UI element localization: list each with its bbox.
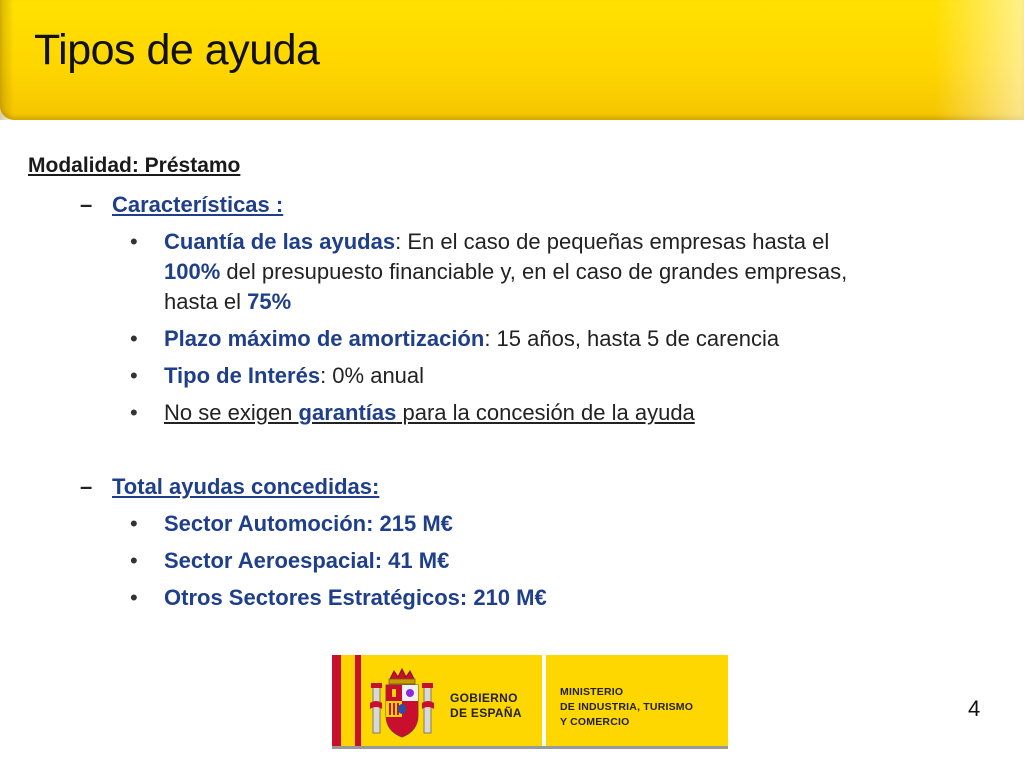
list-item-garantias <box>164 400 695 426</box>
ministerio-line: Y COMERCIO <box>560 716 630 728</box>
slide-title: Tipos de ayuda <box>34 26 320 74</box>
item-text: para la concesión de la ayuda <box>396 400 695 425</box>
item-text: hasta el <box>164 289 248 314</box>
bullet-symbol: • <box>130 548 138 573</box>
page-number: 4 <box>968 696 981 721</box>
bold-value: 75% <box>247 289 292 314</box>
ministerio-text <box>560 685 693 730</box>
list-item-interes <box>164 363 424 389</box>
characteristics-label: Características : <box>112 192 284 217</box>
total-aeroespacial: Sector Aeroespacial: 41 M€ <box>164 548 450 573</box>
total-automocion: Sector Automoción: 215 M€ <box>164 511 453 536</box>
flag-stripe <box>341 655 355 748</box>
item-text: del presupuesto financiable y, en el caso de grandes empresas, <box>220 259 848 284</box>
flag-stripe <box>332 655 341 748</box>
bullet-symbol: • <box>130 229 138 254</box>
section-heading: Modalidad: Préstamo <box>28 154 241 177</box>
ministerio-line: MINISTERIO <box>560 686 624 698</box>
item-text: : En el caso de pequeñas empresas hasta el <box>395 229 830 254</box>
ministerio-line: DE INDUSTRIA, TURISMO <box>560 701 694 713</box>
bullet-symbol: • <box>130 585 138 610</box>
gobierno-line: GOBIERNO <box>450 691 518 705</box>
list-item-cuantia-cont2 <box>164 289 291 315</box>
coat-of-arms-icon <box>368 665 436 741</box>
government-logo <box>332 655 728 748</box>
item-text: : 15 años, hasta 5 de carencia <box>484 326 780 351</box>
gobierno-line: DE ESPAÑA <box>450 706 522 720</box>
item-text: No se exigen <box>164 400 299 425</box>
bold-label: Plazo máximo de amortización <box>164 326 485 351</box>
bold-label: Tipo de Interés <box>164 363 321 388</box>
total-otros: Otros Sectores Estratégicos: 210 M€ <box>164 585 547 610</box>
list-item-cuantia <box>164 229 829 255</box>
bold-value: 100% <box>164 259 221 284</box>
gobierno-text <box>450 691 522 721</box>
dash-marker: – <box>80 192 93 217</box>
dash-marker: – <box>80 474 93 499</box>
totals-label: Total ayudas concedidas: <box>112 474 380 499</box>
item-text: : 0% anual <box>320 363 425 388</box>
title-banner <box>0 0 1024 120</box>
bullet-symbol: • <box>130 511 138 536</box>
bold-label: garantías <box>298 400 397 425</box>
list-item-plazo <box>164 326 779 352</box>
bullet-symbol: • <box>130 400 138 425</box>
list-item-cuantia-cont <box>164 259 847 285</box>
logo-shadow <box>332 746 728 749</box>
bullet-symbol: • <box>130 363 138 388</box>
bold-label: Cuantía de las ayudas <box>164 229 396 254</box>
bullet-symbol: • <box>130 326 138 351</box>
